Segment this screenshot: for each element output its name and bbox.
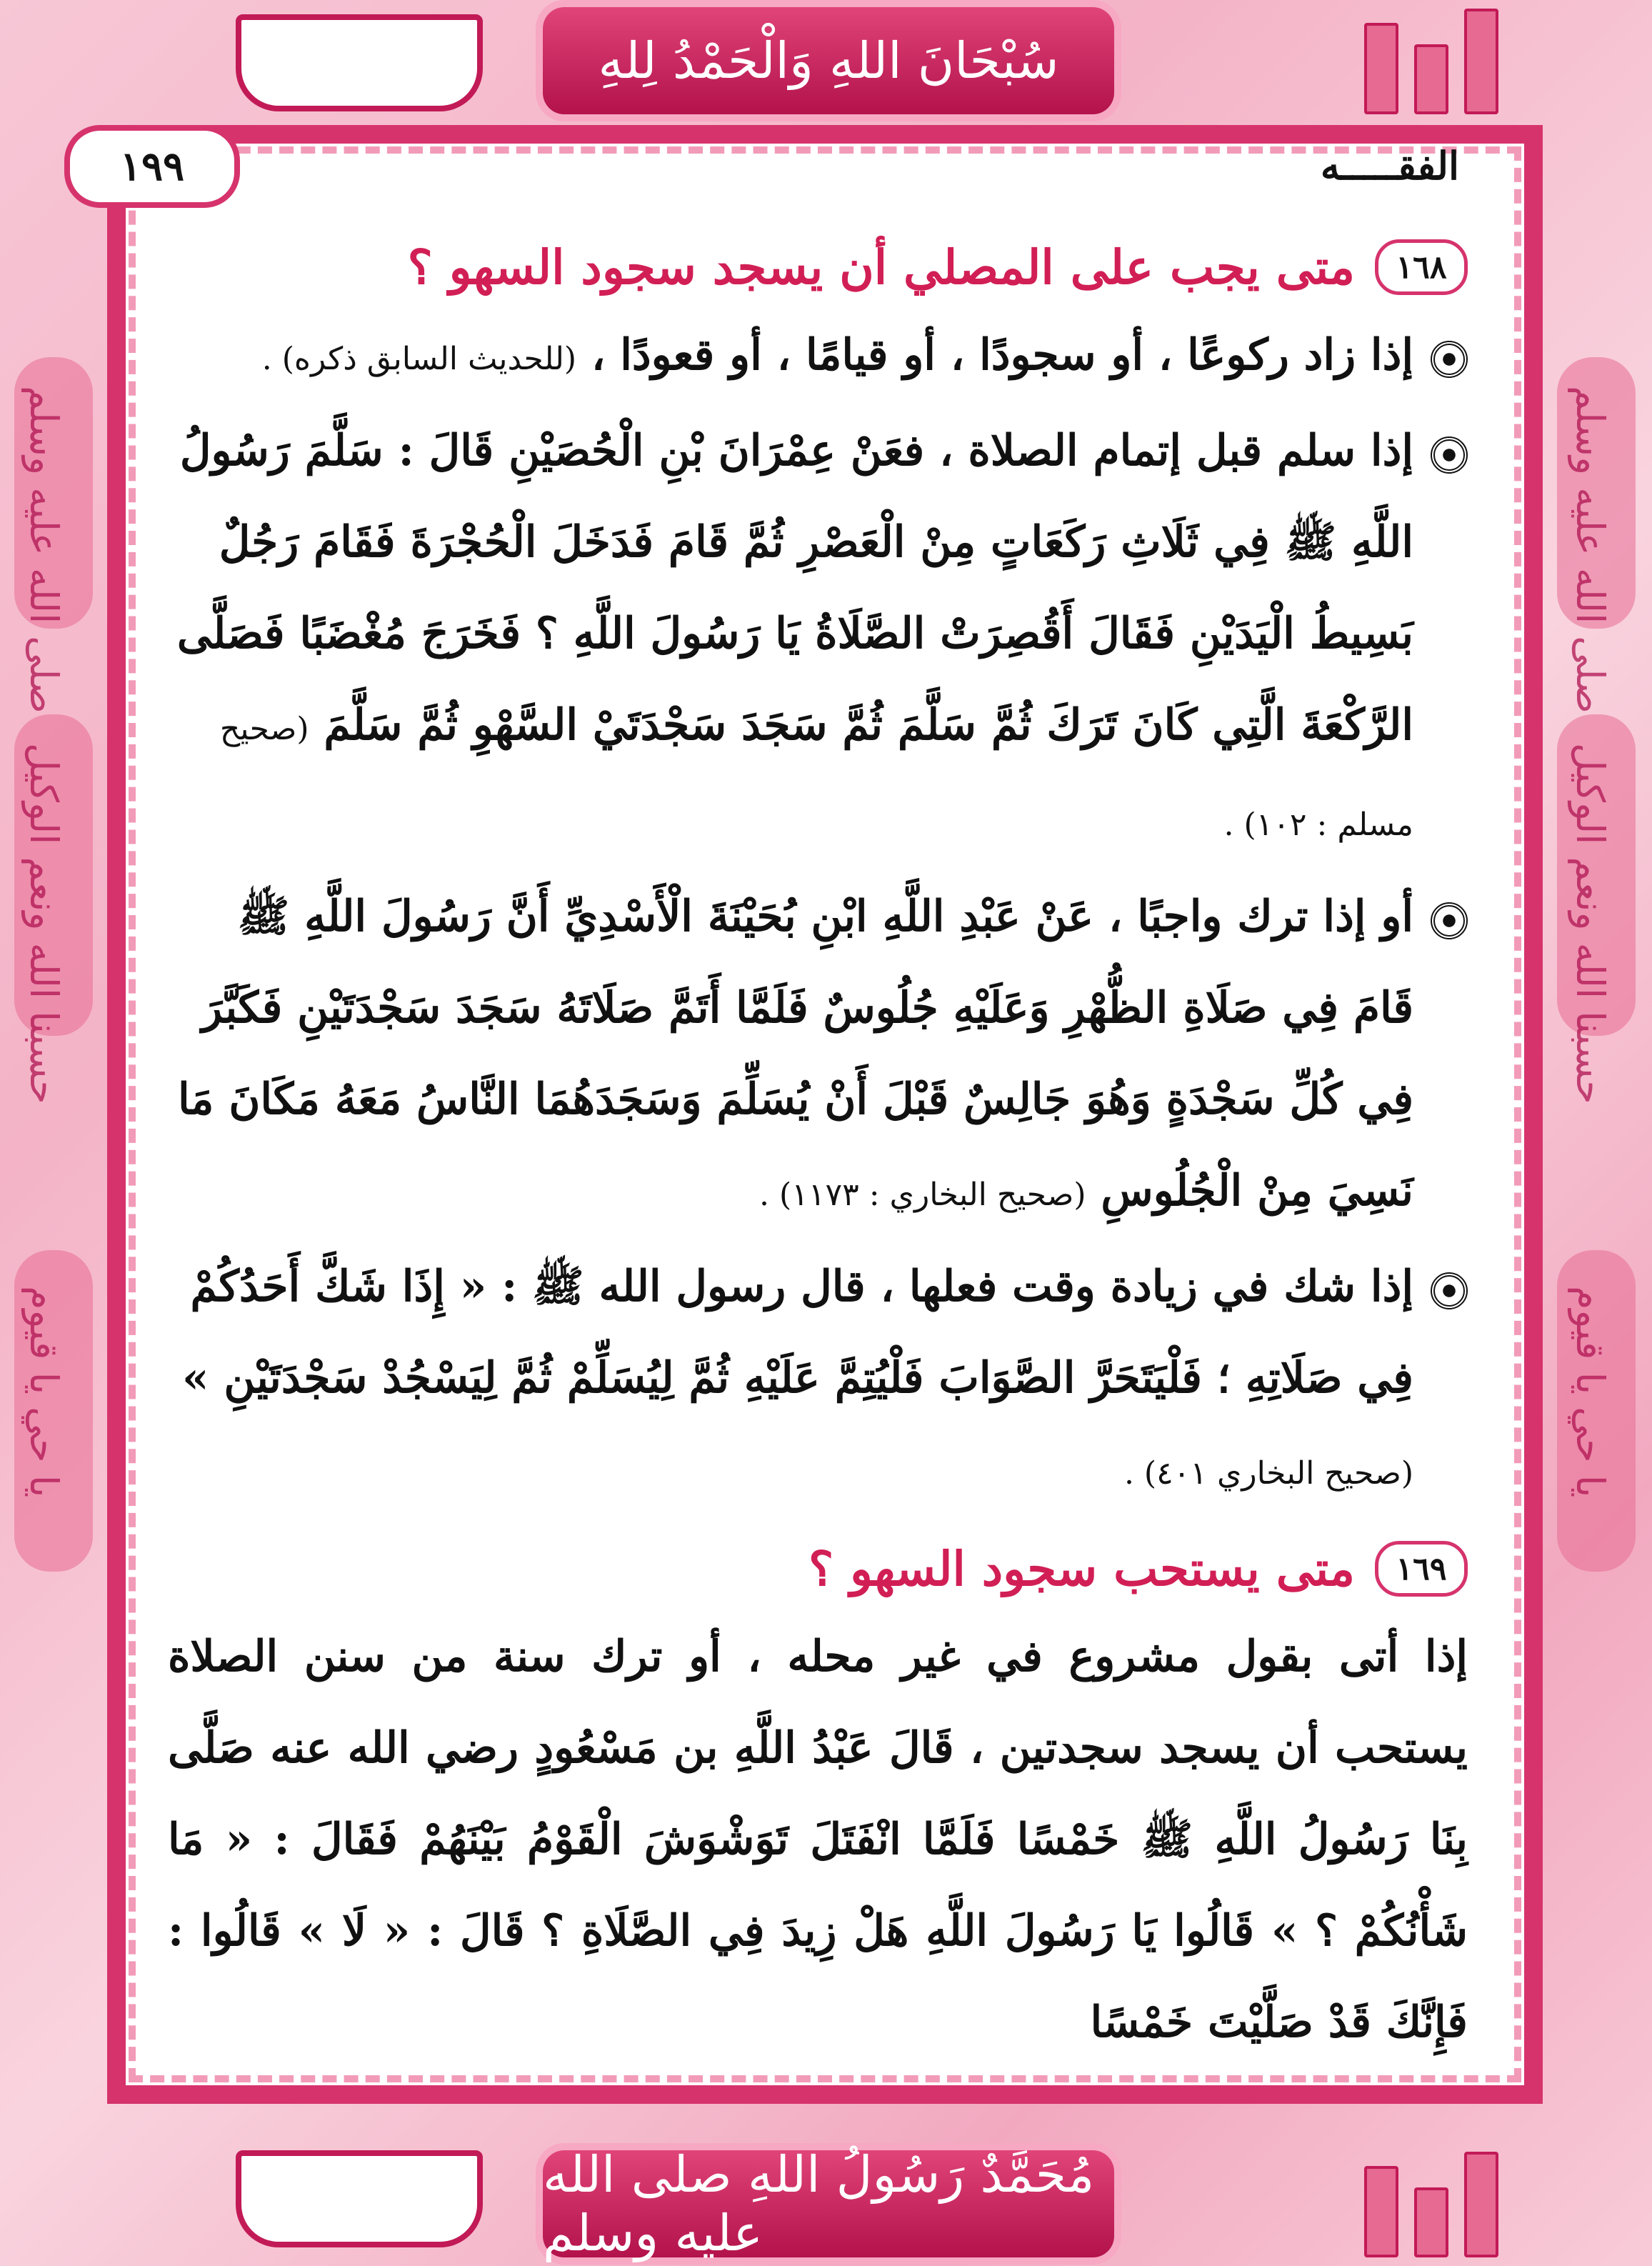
bottom-banner: مُحَمَّدٌ رَسُولُ اللهِ صلى الله عليه وسلم [543,2150,1114,2257]
left-calligraphy-3: يا حي يا قيوم [21,1286,66,1498]
right-calligraphy-1: صلى الله عليه وسلم [1568,386,1613,714]
question-title: متى يجب على المصلي أن يسجد سجود السهو ؟ [407,239,1355,295]
bullet-icon [1431,341,1468,378]
question-title: متى يستحب سجود السهو ؟ [808,1541,1355,1597]
left-calligraphy-2: حسبنا الله ونعم الوكيل [21,743,66,1104]
open-book-icon [236,14,483,111]
item-text: أو إذا ترك واجبًا ، عَنْ عَبْدِ اللَّهِ ابْنِ بُحَيْنَةَ الْأَسْدِيِّ أَنَّ رَسُولَ اللَّهِ ﷺ قَامَ فِي صَلَاةِ الظُّهْرِ وَعَلَيْهِ جُلُوسٌ فَلَمَّا أَتَمَّ صَلَاتَهُ سَجَدَ سَجْدَتَيْنِ فَكَبَّرَ فِي كُلِّ سَجْدَةٍ وَهُوَ جَالِسٌ قَبْلَ أَنْ يُسَلِّمَ وَسَجَدَهُمَا النَّاسُ مَعَهُ مَكَانَ مَا نَسِيَ مِنْ الْجُلُوسِ [178,892,1413,1216]
list-item [168,309,1468,405]
item-reference: (صحيح البخاري ٤٠١) . [1123,1455,1413,1492]
page-number: ١٩٩ [64,125,240,208]
answer-paragraph: إذا أتى بقول مشروع في غير محله ، أو ترك سنة من سنن الصلاة يستحب أن يسجد سجدتين ، قَالَ عَبْدُ اللَّهِ بن مَسْعُودٍ رضي الله عنه صَلَّى بِنَا رَسُولُ اللَّهِ ﷺ خَمْسًا فَلَمَّا انْفَتَلَ تَوَشْوَشَ الْقَوْمُ بَيْنَهُمْ فَقَالَ : « مَا شَأْنُكُمْ ؟ » قَالُوا يَا رَسُولَ اللَّهِ هَلْ زِيدَ فِي الصَّلَاةِ ؟ قَالَ : « لَا » قَالُوا : فَإِنَّكَ قَدْ صَلَّيْتَ خَمْسًا [168,1632,1468,2047]
item-reference: (للحديث السابق ذكره) . [261,341,577,377]
item-reference: (صحيح البخاري : ١١٧٣) . [759,1177,1086,1213]
list-item [168,871,1468,1241]
left-calligraphy-1: صلى الله عليه وسلم [21,386,66,714]
list-item [168,405,1468,871]
item-text: إذا سلم قبل إتمام الصلاة ، فعَنْ عِمْرَانَ بْنِ الْحُصَيْنِ قَالَ : سَلَّمَ رَسُولُ اللَّهِ ﷺ فِي ثَلَاثِ رَكَعَاتٍ مِنْ الْعَصْرِ ثُمَّ قَامَ فَدَخَلَ الْحُجْرَةَ فَقَامَ رَجُلٌ بَسِيطُ الْيَدَيْنِ فَقَالَ أَقُصِرَتْ الصَّلَاةُ يَا رَسُولَ اللَّهِ ؟ فَخَرَجَ مُغْضَبًا فَصَلَّى الرَّكْعَةَ الَّتِي كَانَ تَرَكَ ثُمَّ سَلَّمَ ثُمَّ سَجَدَ سَجْدَتَيْ السَّهْوِ ثُمَّ سَلَّمَ [176,426,1413,750]
bullet-icon [1431,1272,1468,1309]
list-item [168,1241,1468,1519]
question-168 [168,239,1468,295]
bullet-icon [1431,436,1468,474]
right-calligraphy-2: حسبنا الله ونعم الوكيل [1568,743,1613,1104]
candles-icon [1350,2150,1507,2257]
top-banner: سُبْحَانَ اللهِ وَالْحَمْدُ لِلهِ [543,7,1114,114]
running-head: الفقـــــه [1320,143,1459,189]
question-number: ١٦٩ [1375,1541,1468,1597]
right-calligraphy-3: يا حي يا قيوم [1568,1286,1613,1498]
item-reference: (صحيح مسلم : ١٠٢) . [219,711,1413,843]
question-number: ١٦٨ [1375,239,1468,295]
item-text: إذا شك في زيادة وقت فعلها ، قال رسول الله ﷺ : « إِذَا شَكَّ أَحَدُكُمْ فِي صَلَاتِهِ ؛ فَلْيَتَحَرَّ الصَّوَابَ فَلْيُتِمَّ عَلَيْهِ ثُمَّ لِيُسَلِّمْ ثُمَّ لِيَسْجُدْ سَجْدَتَيْنِ » [182,1262,1413,1403]
open-book-icon [236,2150,483,2247]
question-169 [168,1541,1468,1597]
item-text: إذا زاد ركوعًا ، أو سجودًا ، أو قيامًا ، أو قعودًا ، [591,330,1413,380]
candles-icon [1350,7,1507,114]
page-content [168,218,1468,2068]
bullet-icon [1431,902,1468,939]
